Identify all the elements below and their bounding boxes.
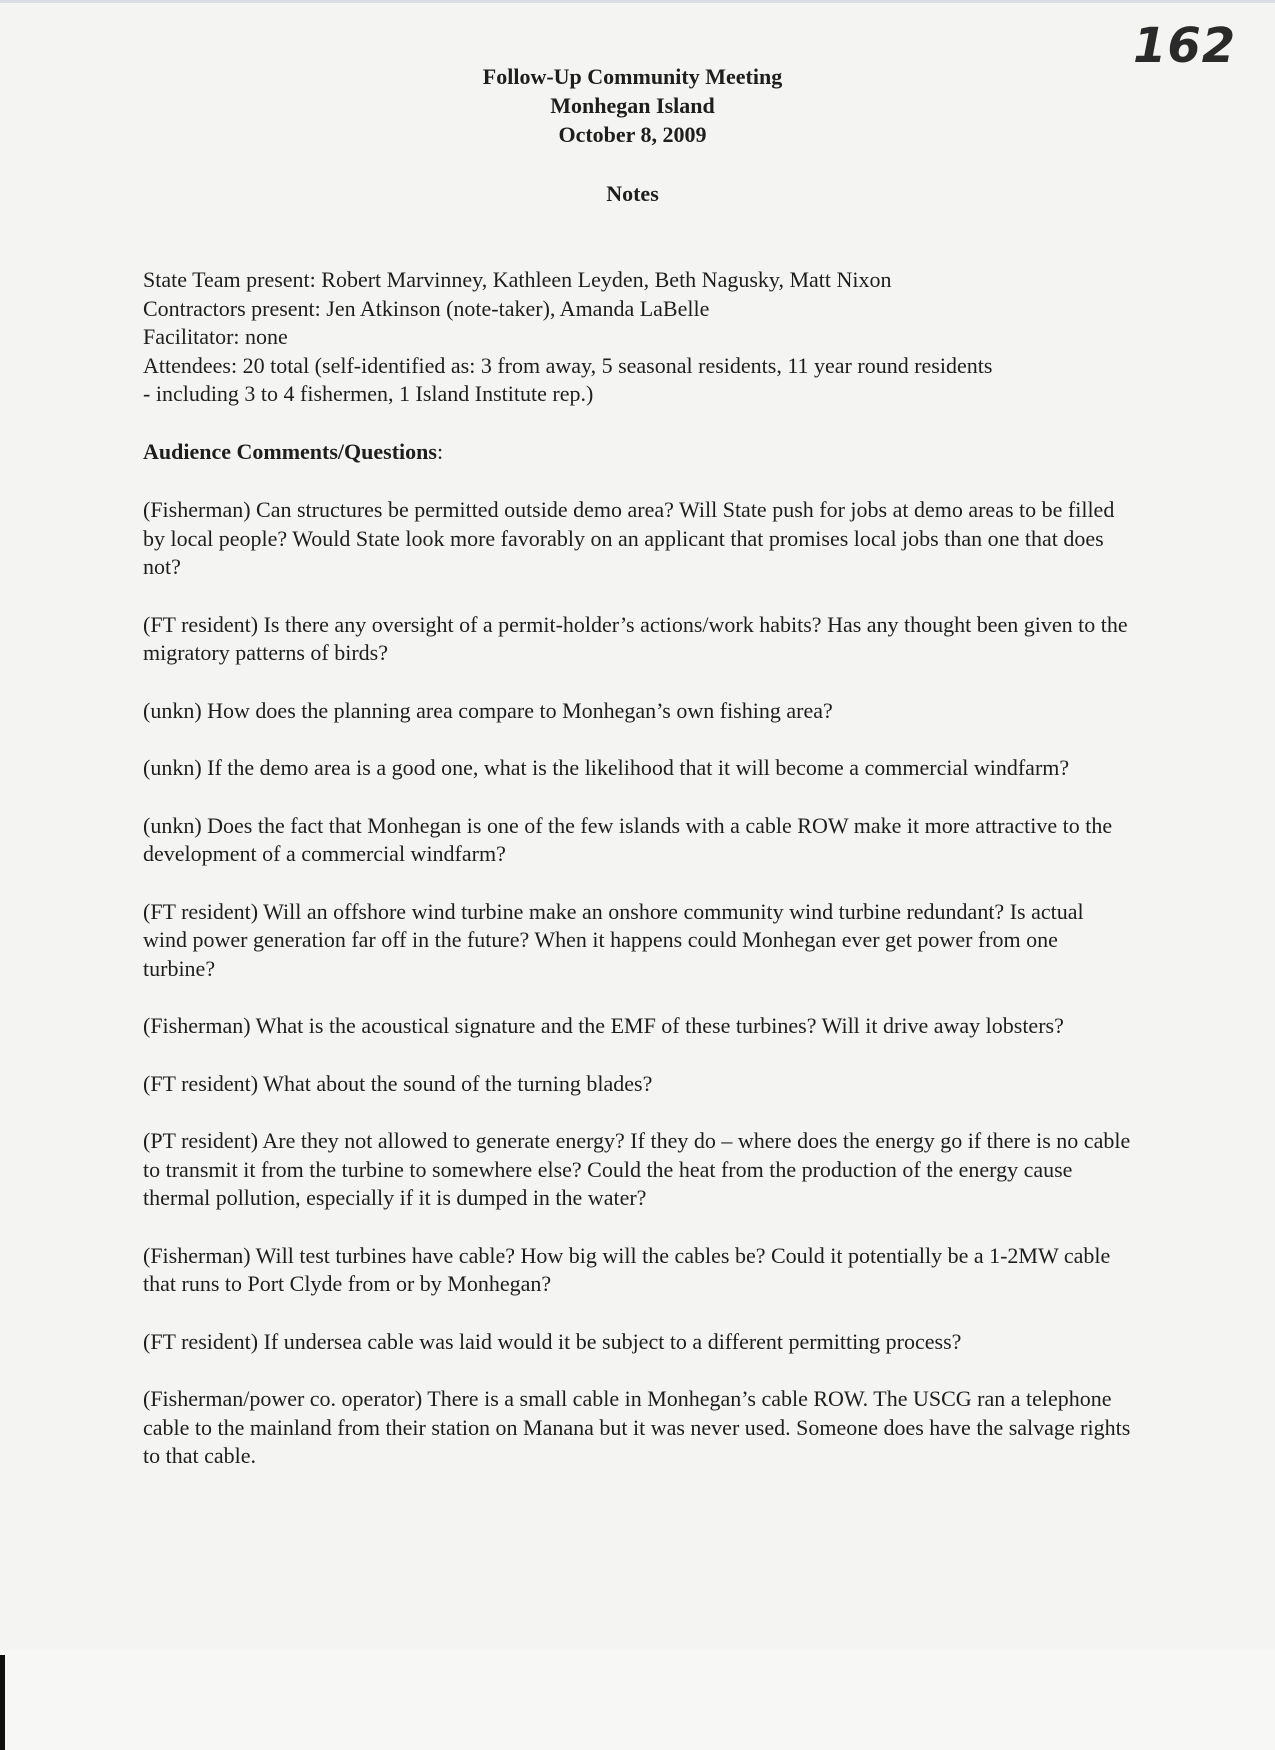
- notes-heading: Notes: [606, 181, 659, 206]
- question-item: (FT resident) If undersea cable was laid would it be subject to a different permitting process?: [143, 1328, 962, 1354]
- scan-edge-left: [0, 1655, 5, 1750]
- scan-edge-top: [0, 0, 1275, 3]
- question-item: (Fisherman) Will test turbines have cable? How big will the cables be? Could it potentially be a 1-2MW cable that runs to Port Clyde from or by Monhegan?: [143, 1242, 1111, 1296]
- meeting-location: Monhegan Island: [550, 93, 715, 118]
- question-item: (FT resident) What about the sound of the turning blades?: [143, 1070, 653, 1096]
- attendance-block: [143, 266, 1143, 409]
- question-item: (FT resident) Will an offshore wind turbine make an onshore community wind turbine redundant? Is actual wind power generation far off in the future? When it happens could Monhegan ever get power from one turbine?: [143, 898, 1084, 981]
- question-item: (FT resident) Is there any oversight of a permit-holder’s actions/work habits? Has any thought been given to the migratory patterns of birds?: [143, 611, 1128, 665]
- question-item: (unkn) How does the planning area compare to Monhegan’s own fishing area?: [143, 697, 833, 723]
- section-heading-text: Audience Comments/Questions: [143, 439, 437, 464]
- question-item: (Fisherman) What is the acoustical signature and the EMF of these turbines? Will it drive away lobsters?: [143, 1013, 1064, 1038]
- question-item: (Fisherman) Can structures be permitted outside demo area? Will State push for jobs at demo areas to be filled by local people? Would State look more favorably on an applicant that promises local jobs than one that does not?: [143, 497, 1115, 579]
- attendees-line-continued: - including 3 to 4 fishermen, 1 Island Institute rep.): [143, 381, 594, 406]
- questions-list: [143, 496, 1133, 1500]
- attendees-line: Attendees: 20 total (self-identified as: 3 from away, 5 seasonal residents, 11 year round residents: [143, 352, 993, 378]
- scan-bottom-margin: [0, 1650, 1275, 1750]
- question-item: (unkn) Does the fact that Monhegan is one of the few islands with a cable ROW make it more attractive to the development of a commercial windfarm?: [143, 812, 1113, 866]
- meeting-date: October 8, 2009: [558, 122, 707, 147]
- section-heading-colon: :: [436, 439, 444, 464]
- contractors-line: Contractors present: Jen Atkinson (note-taker), Amanda LaBelle: [143, 295, 710, 321]
- facilitator-line: Facilitator: none: [143, 324, 288, 349]
- section-heading: [143, 439, 443, 465]
- meeting-title: Follow-Up Community Meeting: [482, 64, 783, 89]
- document-header: [0, 62, 1265, 149]
- state-team-line: State Team present: Robert Marvinney, Kathleen Leyden, Beth Nagusky, Matt Nixon: [143, 267, 892, 292]
- handwritten-page-number: 162: [1133, 18, 1237, 74]
- question-item: (Fisherman/power co. operator) There is a small cable in Monhegan’s cable ROW. The USCG ran a telephone cable to the mainland from their station on Manana but it was never used. Someone does have the salvage rights to that cable.: [143, 1386, 1131, 1468]
- question-item: (PT resident) Are they not allowed to generate energy? If they do – where does the energy go if there is no cable to transmit it from the turbine to somewhere else? Could the heat from the production of the energy cause thermal pollution, especially if it is dumped in the water?: [143, 1128, 1131, 1210]
- question-item: (unkn) If the demo area is a good one, what is the likelihood that it will become a commercial windfarm?: [143, 755, 1070, 780]
